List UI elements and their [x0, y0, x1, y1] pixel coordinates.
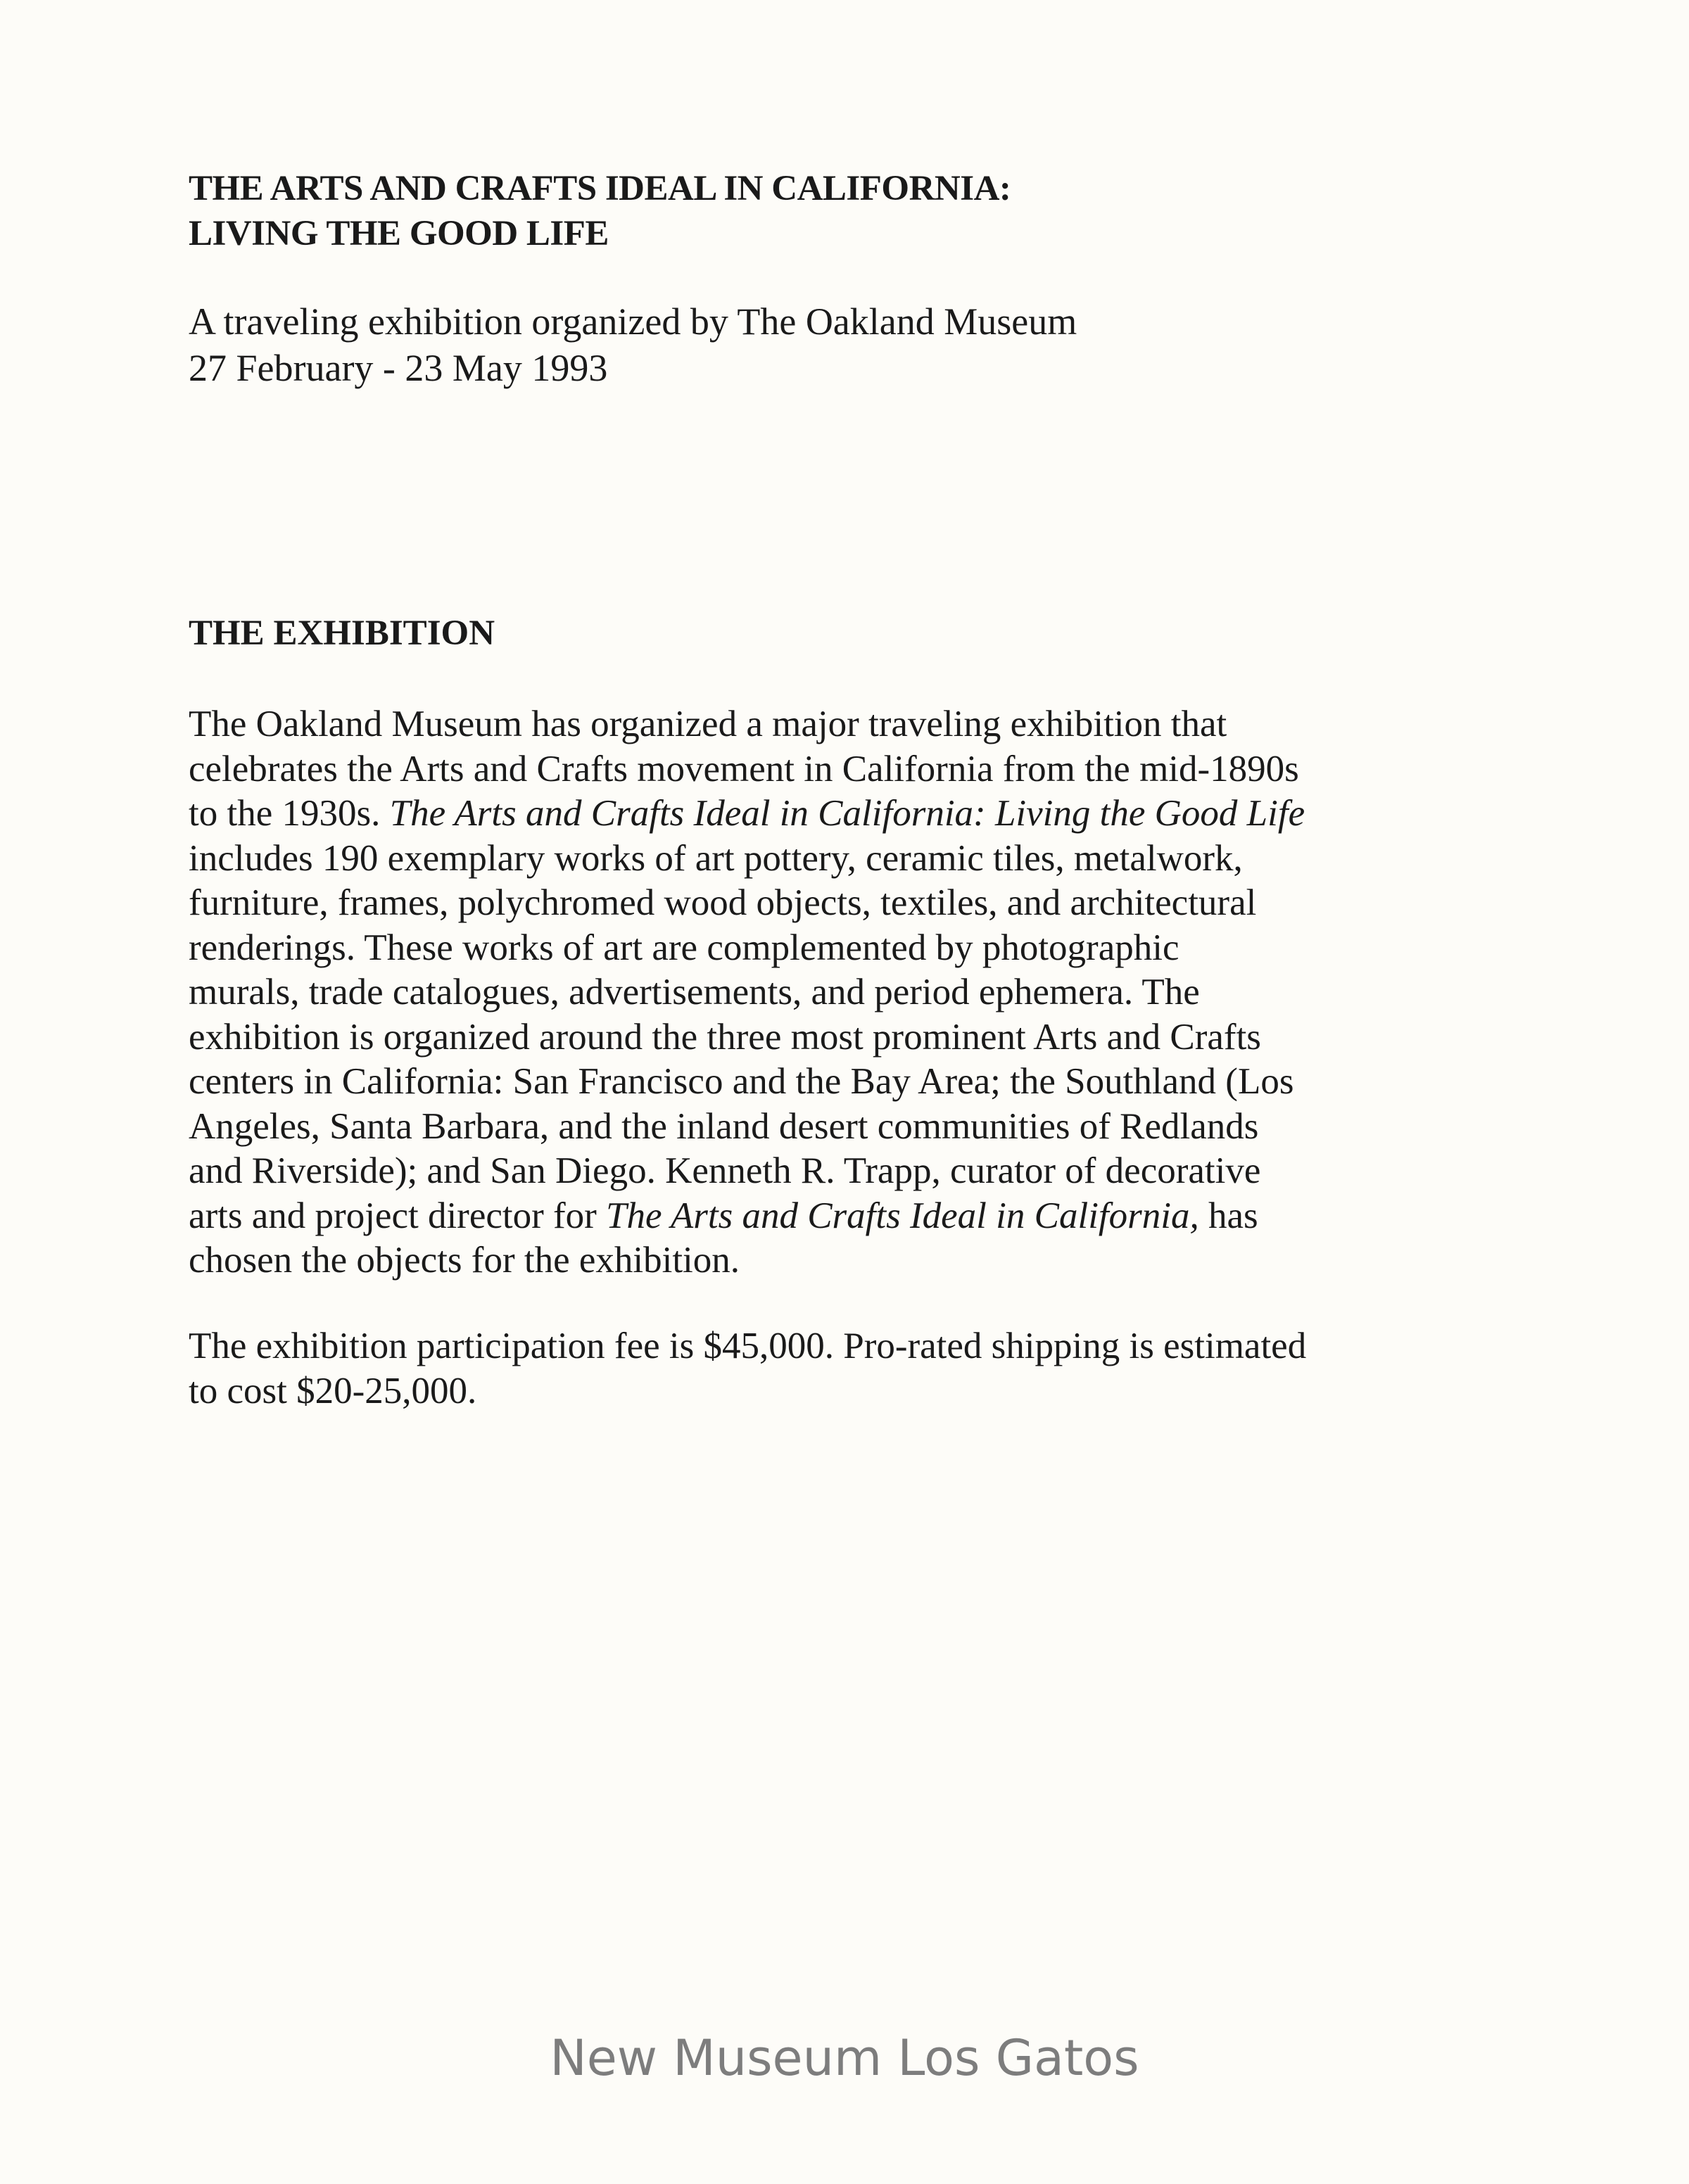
document-title	[189, 166, 1526, 256]
text-segment: centers in California: San Francisco and the Bay Area; the Southland (Los	[189, 1061, 1294, 1102]
text-segment: Angeles, Santa Barbara, and the inland desert communities of Redlands	[189, 1105, 1259, 1147]
text-segment: murals, trade catalogues, advertisements, and period ephemera. The	[189, 972, 1200, 1012]
italic-title: The Arts and Crafts Ideal in California: Living the Good Life	[389, 793, 1305, 834]
paragraph-line	[189, 1149, 1526, 1194]
text-segment: and Riverside); and San Diego. Kenneth R. Trapp, curator of decorative	[189, 1150, 1261, 1191]
text-segment: has	[1198, 1195, 1258, 1236]
header-block	[189, 166, 1526, 391]
paragraph-line	[189, 702, 1526, 747]
text-segment: The exhibition participation fee is $45,000. Pro-rated shipping is estimated	[189, 1326, 1307, 1366]
text-segment: The Oakland Museum has organized a major traveling exhibition that	[189, 704, 1227, 744]
text-segment: includes 190 exemplary works of art pottery, ceramic tiles, metalwork,	[189, 837, 1243, 879]
text-segment: chosen the objects for the exhibition.	[189, 1240, 740, 1281]
paragraph-line	[189, 1194, 1526, 1239]
document-subtitle	[189, 298, 1526, 391]
paragraph-line	[189, 1238, 1526, 1283]
paragraph-line	[189, 1324, 1526, 1369]
paragraph-line	[189, 792, 1526, 837]
title-line: THE ARTS AND CRAFTS IDEAL IN CALIFORNIA:	[189, 169, 1011, 208]
paragraph-line	[189, 1015, 1526, 1060]
paragraph-line	[189, 1369, 1526, 1414]
text-segment: celebrates the Arts and Crafts movement in California from the mid-1890s	[189, 748, 1299, 789]
paragraph-line	[189, 837, 1526, 882]
subtitle-line: A traveling exhibition organized by The Oakland Museum	[189, 300, 1077, 343]
text-segment: furniture, frames, polychromed wood objects, textiles, and architectural	[189, 882, 1257, 923]
paragraph-line	[189, 881, 1526, 926]
section-heading: THE EXHIBITION	[189, 614, 495, 653]
paragraph-line	[189, 970, 1526, 1015]
italic-title: The Arts and Crafts Ideal in California,	[606, 1195, 1199, 1236]
subtitle-line: 27 February - 23 May 1993	[189, 347, 608, 389]
paragraph-line	[189, 1060, 1526, 1105]
watermark-text: New Museum Los Gatos	[550, 2029, 1139, 2087]
text-segment: to the 1930s.	[189, 793, 390, 834]
exhibition-paragraph	[189, 702, 1526, 1283]
fee-paragraph	[189, 1324, 1526, 1414]
text-segment: to cost $20-25,000.	[189, 1370, 477, 1411]
paragraph-line	[189, 926, 1526, 971]
paragraph-line	[189, 1105, 1526, 1150]
paragraph-line	[189, 747, 1526, 792]
text-segment: arts and project director for	[189, 1195, 607, 1236]
text-segment: renderings. These works of art are complemented by photographic	[189, 927, 1179, 968]
title-line: LIVING THE GOOD LIFE	[189, 214, 609, 253]
text-segment: exhibition is organized around the three most prominent Arts and Crafts	[189, 1016, 1261, 1058]
